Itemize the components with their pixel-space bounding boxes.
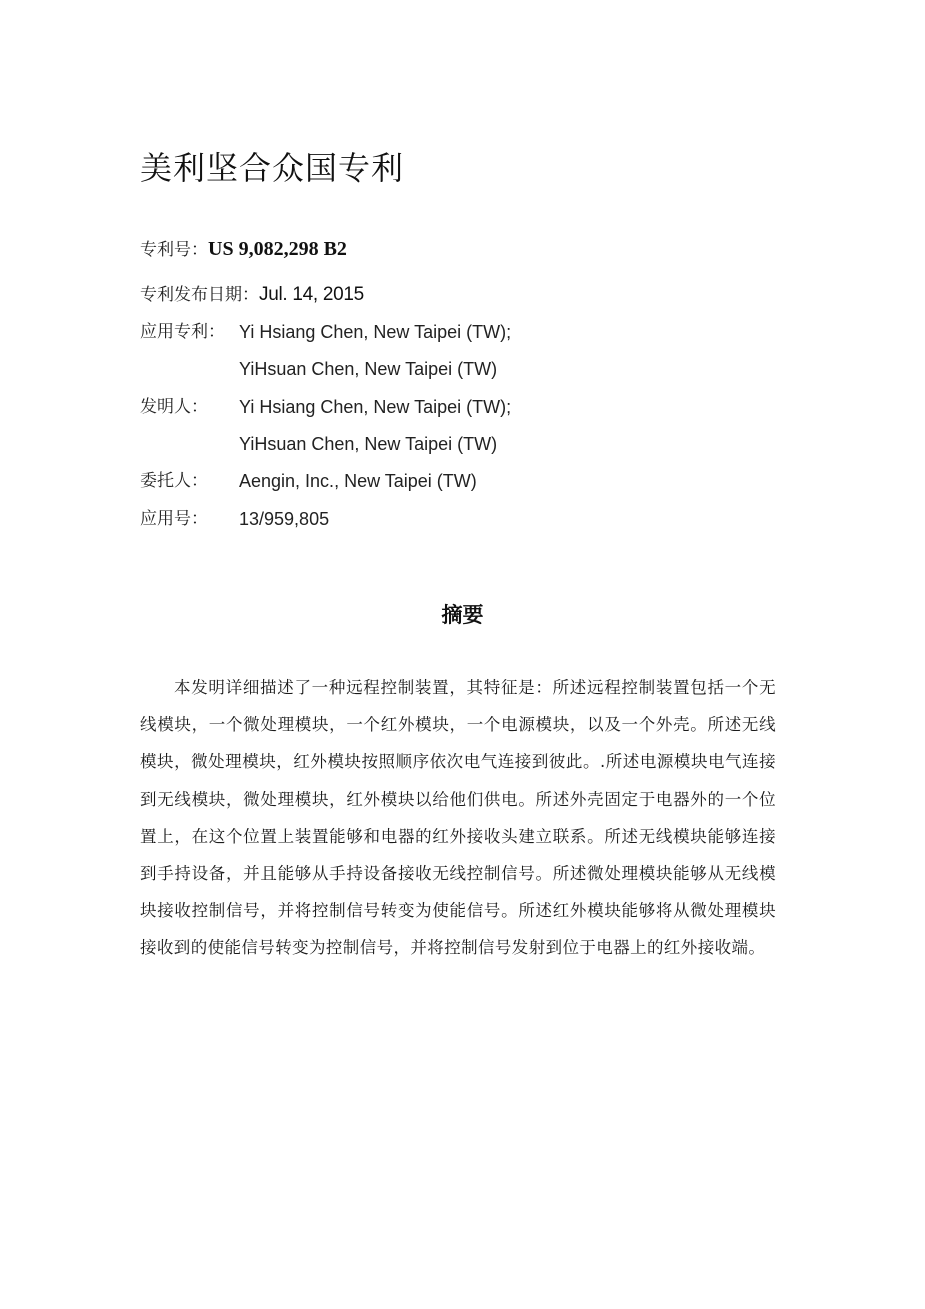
abstract-heading: 摘要 [441, 603, 484, 627]
publication-date-row [140, 282, 364, 308]
application-number-label: 应用号： [140, 509, 208, 529]
inventors-label: 发明人： [140, 397, 208, 417]
patent-number-row [140, 236, 347, 263]
applicants-label: 应用专利： [140, 322, 225, 342]
inventor-line-1: Yi Hsiang Chen, New Taipei (TW); [239, 397, 512, 417]
applicant-line-1: Yi Hsiang Chen, New Taipei (TW); [239, 322, 512, 342]
document-title: 美利坚合众国专利 [140, 149, 405, 187]
publication-date-label: 专利发布日期： [140, 285, 259, 305]
assignee-label: 委托人： [140, 471, 208, 491]
inventor-line-2: YiHsuan Chen, New Taipei (TW) [239, 434, 498, 454]
patent-number-label: 专利号： [140, 240, 208, 260]
patent-number-value: US 9,082,298 B2 [208, 238, 347, 260]
application-number-value: 13/959,805 [239, 509, 330, 529]
assignee-value: Aengin, Inc., New Taipei (TW) [239, 471, 477, 491]
applicant-line-2: YiHsuan Chen, New Taipei (TW) [239, 359, 498, 379]
abstract-text: 本发明详细描述了一种远程控制装置，其特征是：所述远程控制装置包括一个无线模块，一个微处理模块，一个红外模块，一个电源模块，以及一个外壳。所述无线模块，微处理模块，红外模块按照顺序依次电气连接到彼此。.所述电源模块电气连接到无线模块，微处理模块，红外模块以给他们供电。所述外壳固定于电器外的一个位置上，在这个位置上装置能够和电器的红外接收头建立联系。所述无线模块能够连接到手持设备，并且能够从手持设备接收无线控制信号。所述微处理模块能够从无线模块接收控制信号，并将控制信号转变为使能信号。所述红外模块能够将从微处理模块接收到的使能信号转变为控制信号，并将控制信号发射到位于电器上的红外接收端。 [140, 678, 776, 958]
publication-date-value: Jul. 14, 2015 [259, 284, 364, 305]
